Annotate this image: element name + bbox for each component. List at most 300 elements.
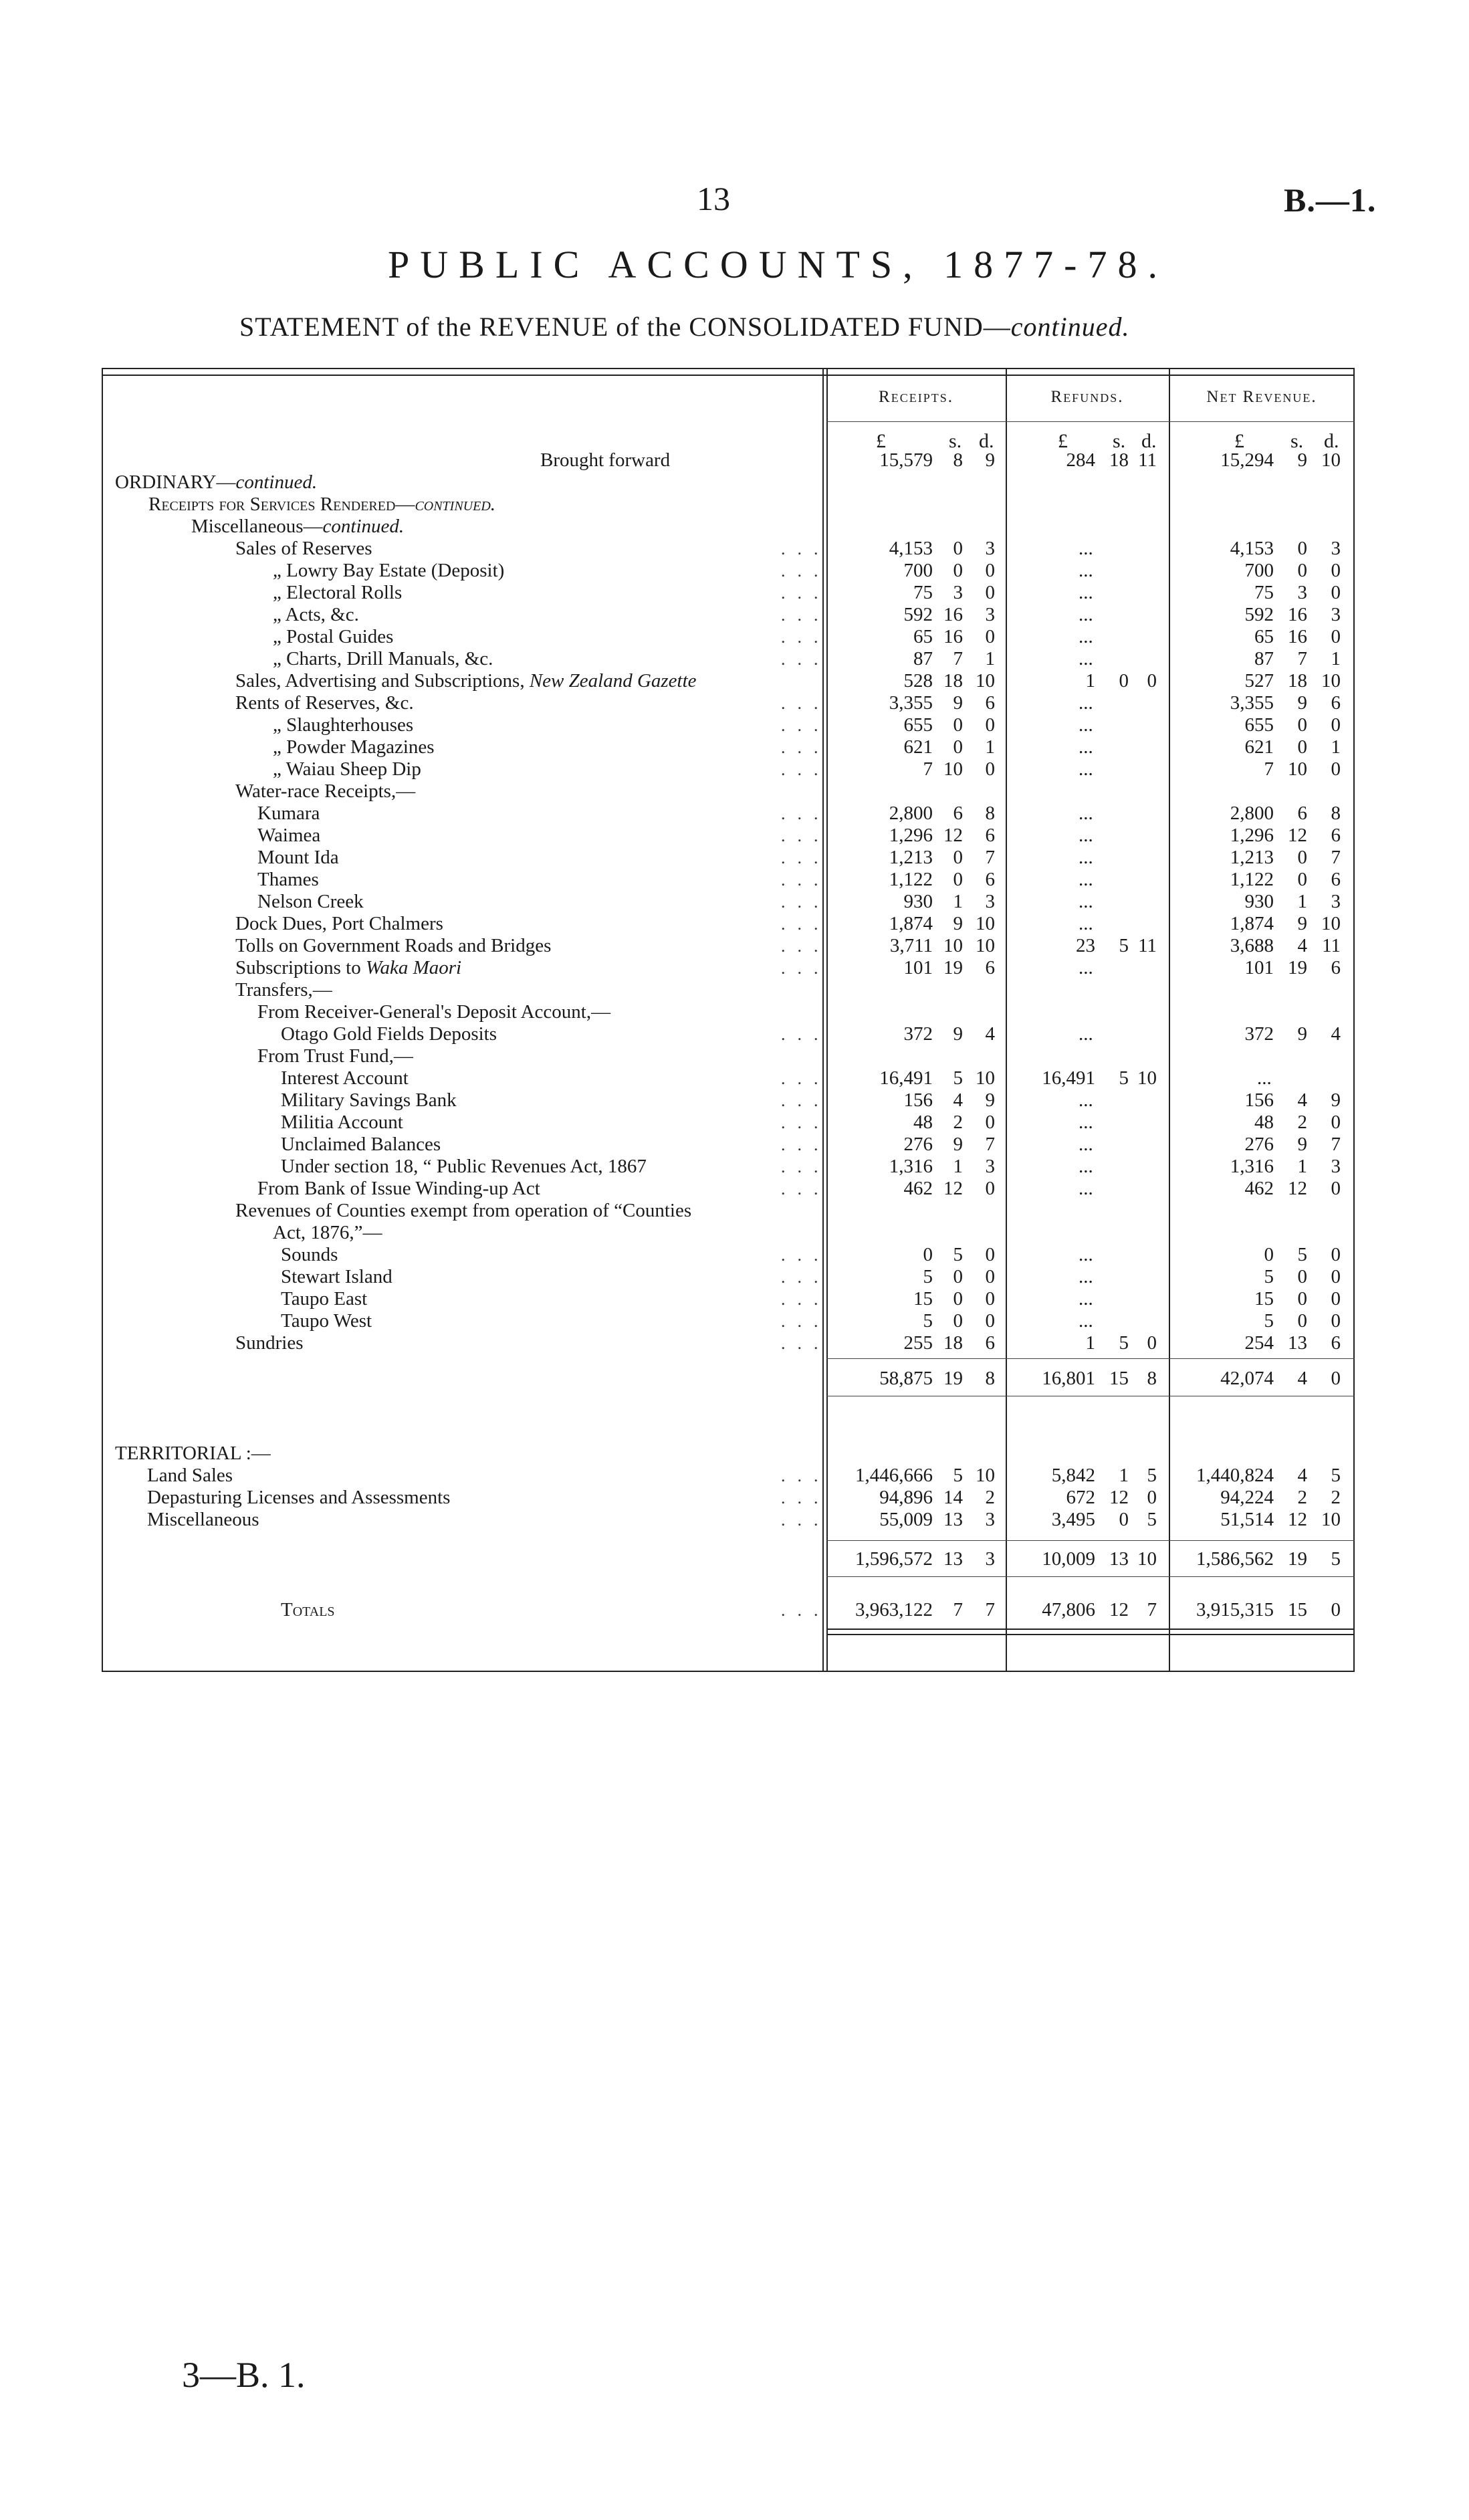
refunds-pence: 0 [1147,1487,1157,1508]
net-pounds: 15,294 [1220,449,1274,471]
row-label-text: Nelson Creek [257,891,364,912]
row-label [273,736,435,758]
receipts-shillings: 0 [953,560,963,581]
table-row [0,979,1469,1001]
refunds-pounds: ... [1079,582,1093,603]
leader-dots: ... [781,1069,830,1088]
net-pence: 1 [1331,648,1341,669]
net-shillings: 9 [1297,449,1307,471]
net-shillings: 1 [1297,1156,1307,1177]
receipts-shillings: 2 [953,1112,963,1133]
refunds-pounds: ... [1079,1112,1093,1133]
table-row [0,560,1469,582]
net-shillings: 0 [1297,538,1307,559]
net-pounds: 3,355 [1230,692,1274,714]
net-pounds: 655 [1244,714,1274,736]
net-shillings: 16 [1288,604,1307,625]
net-pence-unit: d. [1324,430,1339,452]
net-shillings: 0 [1297,847,1307,868]
net-shillings: 4 [1297,1465,1307,1486]
leader-dots: ... [781,1488,830,1507]
row-label-text: Dock Dues, Port Chalmers [235,913,443,934]
page-number: 13 [697,180,730,217]
rule-header-bottom [826,421,1355,422]
receipts-pounds: 462 [903,1178,933,1199]
row-label-text: Totals [281,1599,335,1620]
refunds-pound-unit: £ [1058,430,1068,452]
receipts-pounds: 1,874 [889,913,933,934]
net-pounds: 1,316 [1230,1156,1274,1177]
refunds-pounds: ... [1079,957,1093,978]
row-label-text: From Trust Fund,— [257,1045,413,1067]
refunds-pounds: 23 [1076,935,1095,956]
leader-dots: ... [781,1600,830,1620]
receipts-pence: 10 [976,670,995,692]
receipts-shillings: 16 [943,604,963,625]
row-label [235,913,443,935]
receipts-pounds: 15,579 [879,449,933,471]
row-label [257,891,364,913]
territorial-total-row [0,1548,1469,1570]
refunds-pence: 5 [1147,1509,1157,1530]
statement-subtitle [239,311,1129,342]
net-pounds: 75 [1254,582,1274,603]
receipts-shillings: 0 [953,736,963,758]
leader-dots: ... [781,649,830,669]
table-row [0,825,1469,847]
refunds-pounds: ... [1079,604,1093,625]
refunds-shillings: 18 [1109,449,1129,471]
row-label [235,957,461,979]
territorial-row [0,1465,1469,1487]
table-row [0,891,1469,913]
net-pence: 0 [1331,1112,1341,1133]
receipts-shillings: 13 [943,1548,963,1570]
refunds-shillings: 5 [1119,1332,1129,1354]
refunds-shillings: 0 [1119,1509,1129,1530]
receipts-pence: 10 [976,935,995,956]
receipts-pence: 0 [985,1266,995,1287]
receipts-pence: 0 [985,582,995,603]
net-pence: 4 [1331,1023,1341,1045]
refunds-shillings: 15 [1109,1368,1129,1389]
receipts-pounds: 3,963,122 [855,1599,933,1620]
table-row [0,957,1469,979]
refunds-shillings: 5 [1119,1067,1129,1089]
row-label-text: Tolls on Government Roads and Bridges [235,935,552,956]
row-label [281,1266,392,1288]
leader-dots: ... [781,1510,830,1530]
refunds-pounds: ... [1079,847,1093,868]
net-shillings: 0 [1297,869,1307,890]
rule-ordinary-total [826,1358,1355,1359]
row-label-text: Mount Ida [257,847,339,868]
receipts-pence: 7 [985,1599,995,1620]
receipts-shillings: 19 [943,957,963,978]
net-pounds: 2,800 [1230,803,1274,824]
row-label [148,494,495,516]
receipts-shillings: 10 [943,935,963,956]
receipts-pence: 8 [985,803,995,824]
receipts-shillings: 18 [943,670,963,692]
table-row [0,803,1469,825]
leader-dots: ... [781,892,830,912]
net-pence: 0 [1331,1244,1341,1265]
refunds-pounds: ... [1079,1244,1093,1265]
row-label-text: Taupo East [281,1288,368,1309]
net-shillings: 18 [1288,670,1307,692]
net-shillings: 1 [1297,891,1307,912]
receipts-shillings: 18 [943,1332,963,1354]
row-label [147,1465,233,1487]
net-pence: 6 [1331,1332,1341,1354]
table-row [0,1288,1469,1310]
net-pence: 9 [1331,1089,1341,1111]
net-shillings: 5 [1297,1244,1307,1265]
net-pence: 10 [1321,670,1341,692]
refunds-pounds: ... [1079,913,1093,934]
receipts-shillings: 13 [943,1509,963,1530]
leader-dots: ... [781,561,830,581]
leader-dots: ... [781,1245,830,1265]
receipts-pounds: 156 [903,1089,933,1111]
receipts-pence: 1 [985,736,995,758]
row-label-text: Unclaimed Balances [281,1134,441,1155]
net-pounds: 5 [1264,1266,1274,1287]
row-label-italic: continued. [322,516,405,537]
row-label [281,1599,335,1621]
net-pounds: 1,586,562 [1196,1548,1274,1570]
leader-dots: ... [781,694,830,713]
row-label-text: Water-race Receipts,— [235,780,416,802]
net-shillings: 10 [1288,758,1307,780]
row-label-italic: continued. [235,471,318,493]
net-shillings: 16 [1288,626,1307,647]
net-pence: 0 [1331,1288,1341,1309]
row-label [273,758,421,780]
table-row [0,1266,1469,1288]
refunds-pounds: ... [1079,1089,1093,1111]
leader-dots: ... [781,1091,830,1110]
leader-dots: ... [781,1179,830,1198]
refunds-pounds: ... [1079,1288,1093,1309]
net-pence: 0 [1331,626,1341,647]
table-row [0,1112,1469,1134]
net-pence: 0 [1331,1266,1341,1287]
net-pence: 10 [1321,1509,1341,1530]
leader-dots: ... [781,605,830,625]
leader-dots: ... [781,936,830,956]
table-row [0,758,1469,780]
receipts-pence: 10 [976,1465,995,1486]
leader-dots: ... [781,826,830,845]
receipts-pence: 3 [985,891,995,912]
receipts-pence: 3 [985,1548,995,1570]
net-pounds: 51,514 [1220,1509,1274,1530]
net-shillings: 9 [1297,1023,1307,1045]
receipts-pence: 4 [985,1023,995,1045]
net-pence: 5 [1331,1465,1341,1486]
territorial-row [0,1509,1469,1531]
net-pounds: 1,122 [1230,869,1274,890]
row-label-text: Under section 18, “ Public Revenues Act, 1867 [281,1156,647,1177]
refunds-pounds: ... [1079,648,1093,669]
net-pounds: 87 [1254,648,1274,669]
net-pounds: 372 [1244,1023,1274,1045]
refunds-pounds: ... [1079,891,1093,912]
receipts-pence: 1 [985,648,995,669]
row-label-italic: New Zealand Gazette [529,670,697,692]
row-label [235,1332,304,1354]
receipts-pence: 8 [985,1368,995,1389]
row-label-text: Depasturing Licenses and Assessments [147,1487,451,1508]
net-shillings: 0 [1297,1310,1307,1332]
refunds-pounds: 16,491 [1042,1067,1095,1089]
row-label-italic: Waka Maori [365,957,462,978]
table-row [0,1200,1469,1222]
table-row [0,471,1469,494]
net-pounds: 3,688 [1230,935,1274,956]
refunds-pounds: ... [1079,714,1093,736]
table-row [0,692,1469,714]
subtitle-main: STATEMENT of the REVENUE of the CONSOLIDATED FUND— [239,312,1011,342]
table-row [0,670,1469,692]
net-pence: 0 [1331,714,1341,736]
net-pounds: 462 [1244,1178,1274,1199]
receipts-pence: 0 [985,758,995,780]
receipts-shillings: 14 [943,1487,963,1508]
refunds-pounds: 10,009 [1042,1548,1095,1570]
net-pence: 0 [1331,582,1341,603]
receipts-pounds: 3,355 [889,692,933,714]
receipts-pence: 0 [985,1112,995,1133]
net-pence: 0 [1331,1368,1341,1389]
receipts-shillings: 12 [943,825,963,846]
row-label-text: Waimea [257,825,321,846]
row-label [540,449,670,471]
table-row [0,913,1469,935]
refunds-pence: 0 [1147,1332,1157,1354]
net-pounds: ... [1257,1067,1272,1089]
row-label [235,780,415,803]
row-label-text: Brought forward [540,449,671,471]
receipts-shilling-unit: s. [949,430,962,452]
refunds-pence: 10 [1137,1548,1157,1570]
receipts-pence: 0 [985,1288,995,1309]
receipts-pence: 7 [985,847,995,868]
receipts-pence-unit: d. [979,430,994,452]
leader-dots: ... [781,1311,830,1331]
row-label-text: Rents of Reserves, &c. [235,692,414,714]
receipts-shillings: 0 [953,869,963,890]
net-shillings: 2 [1297,1487,1307,1508]
receipts-pence: 0 [985,1178,995,1199]
receipts-pence: 10 [976,1067,995,1089]
leader-dots: ... [781,1267,830,1287]
leader-dots: ... [781,804,830,823]
refunds-pounds: 284 [1066,449,1095,471]
rule-totals-bottom-double [826,1634,1355,1635]
refunds-shillings: 12 [1109,1599,1129,1620]
leader-dots: ... [781,1025,830,1044]
refunds-pounds: ... [1079,1310,1093,1332]
receipts-pounds: 4,153 [889,538,933,559]
table-row [0,714,1469,736]
leader-dots: ... [781,1289,830,1309]
net-pence: 0 [1331,1178,1341,1199]
net-pence: 6 [1331,957,1341,978]
net-shillings: 0 [1297,1288,1307,1309]
net-shillings: 19 [1288,957,1307,978]
ordinary-total-row [0,1368,1469,1390]
net-pounds: 1,874 [1230,913,1274,934]
receipts-pence: 6 [985,692,995,714]
table-row [0,582,1469,604]
row-label-text: ORDINARY— [115,471,236,493]
row-label [281,1089,457,1112]
net-pounds: 48 [1254,1112,1274,1133]
receipts-pence: 10 [976,913,995,934]
row-label [273,626,393,648]
net-pence: 10 [1321,913,1341,934]
net-pence: 7 [1331,847,1341,868]
territorial-row [0,1487,1469,1509]
net-pence: 3 [1331,604,1341,625]
row-label-text: Otago Gold Fields Deposits [281,1023,497,1045]
refunds-pence: 11 [1138,935,1157,956]
table-row [0,648,1469,670]
row-label-text: „ Charts, Drill Manuals, &c. [273,648,493,669]
receipts-pounds: 276 [903,1134,933,1155]
net-shillings: 3 [1297,582,1307,603]
net-shillings: 2 [1297,1112,1307,1133]
row-label-text: Taupo West [281,1310,372,1332]
row-label-italic: continued. [415,494,496,515]
table-row [0,1310,1469,1332]
receipts-pence: 2 [985,1487,995,1508]
refunds-pounds: 3,495 [1051,1509,1095,1530]
receipts-pounds: 1,446,666 [855,1465,933,1486]
receipts-shillings: 3 [953,582,963,603]
net-shillings: 12 [1288,1509,1307,1530]
net-pounds: 1,296 [1230,825,1274,846]
rule-territorial-total-bottom [826,1576,1355,1577]
net-shillings: 4 [1297,1089,1307,1111]
refunds-pounds: ... [1079,1266,1093,1287]
receipts-shillings: 9 [953,913,963,934]
receipts-pounds: 655 [903,714,933,736]
row-label [281,1112,403,1134]
receipts-pence: 6 [985,869,995,890]
row-label-text: Act, 1876,”— [273,1222,382,1243]
refunds-pounds: ... [1079,538,1093,559]
refunds-pounds: ... [1079,1134,1093,1155]
row-label [273,714,413,736]
net-shillings: 7 [1297,648,1307,669]
leader-dots: ... [781,539,830,558]
receipts-pounds: 1,213 [889,847,933,868]
net-pounds: 527 [1244,670,1274,692]
row-label-text: Kumara [257,803,320,824]
refunds-pounds: ... [1079,1023,1093,1045]
net-pounds: 94,224 [1220,1487,1274,1508]
net-pence: 10 [1321,449,1341,471]
net-shillings: 4 [1297,935,1307,956]
receipts-pounds: 700 [903,560,933,581]
row-label-text: Miscellaneous [147,1509,259,1530]
net-pence: 11 [1322,935,1341,956]
leader-dots: ... [781,1135,830,1154]
refunds-pounds: 672 [1066,1487,1095,1508]
receipts-pounds: 15 [913,1288,933,1309]
refunds-pounds: ... [1079,803,1093,824]
net-pence: 2 [1331,1487,1341,1508]
rule-territorial-total [826,1540,1355,1541]
table-row [0,449,1469,471]
net-shillings: 9 [1297,913,1307,934]
row-label [281,1156,647,1178]
receipts-pence: 0 [985,1310,995,1332]
leader-dots: ... [781,583,830,603]
receipts-shillings: 10 [943,758,963,780]
row-label [235,670,697,692]
row-label [273,560,504,582]
row-label [281,1244,338,1266]
row-label [191,516,404,538]
receipts-pounds: 0 [923,1244,933,1265]
net-shillings: 0 [1297,1266,1307,1287]
receipts-pounds: 94,896 [879,1487,933,1508]
net-pence: 6 [1331,825,1341,846]
refunds-pence: 0 [1147,670,1157,692]
net-pence: 6 [1331,692,1341,714]
net-pounds: 0 [1264,1244,1274,1265]
receipts-shillings: 9 [953,1023,963,1045]
row-label [235,538,372,560]
row-label [281,1310,372,1332]
net-pounds: 4,153 [1230,538,1274,559]
receipts-shillings: 12 [943,1178,963,1199]
row-label-text: „ Waiau Sheep Dip [273,758,421,780]
table-row [0,1156,1469,1178]
receipts-pence: 9 [985,449,995,471]
net-shillings: 0 [1297,736,1307,758]
row-label [257,1045,413,1067]
receipts-shillings: 0 [953,1266,963,1287]
leader-dots: ... [781,738,830,757]
net-shillings: 12 [1288,825,1307,846]
col-receipts-header: Receipts. [879,388,953,406]
receipts-shillings: 0 [953,1310,963,1332]
refunds-pounds: 1 [1085,1332,1095,1354]
net-shillings: 13 [1288,1332,1307,1354]
leader-dots: ... [781,760,830,779]
receipts-pounds: 75 [913,582,933,603]
receipts-pound-unit: £ [876,430,886,452]
receipts-pounds: 7 [923,758,933,780]
row-label-text: „ Powder Magazines [273,736,435,758]
net-shilling-unit: s. [1290,430,1304,452]
net-pounds: 700 [1244,560,1274,581]
net-shillings: 9 [1297,692,1307,714]
table-row [0,780,1469,803]
row-label [257,869,319,891]
table-row [0,1332,1469,1354]
net-pounds: 592 [1244,604,1274,625]
row-label [147,1509,259,1531]
row-label [235,1200,691,1222]
refunds-pounds: ... [1079,692,1093,714]
